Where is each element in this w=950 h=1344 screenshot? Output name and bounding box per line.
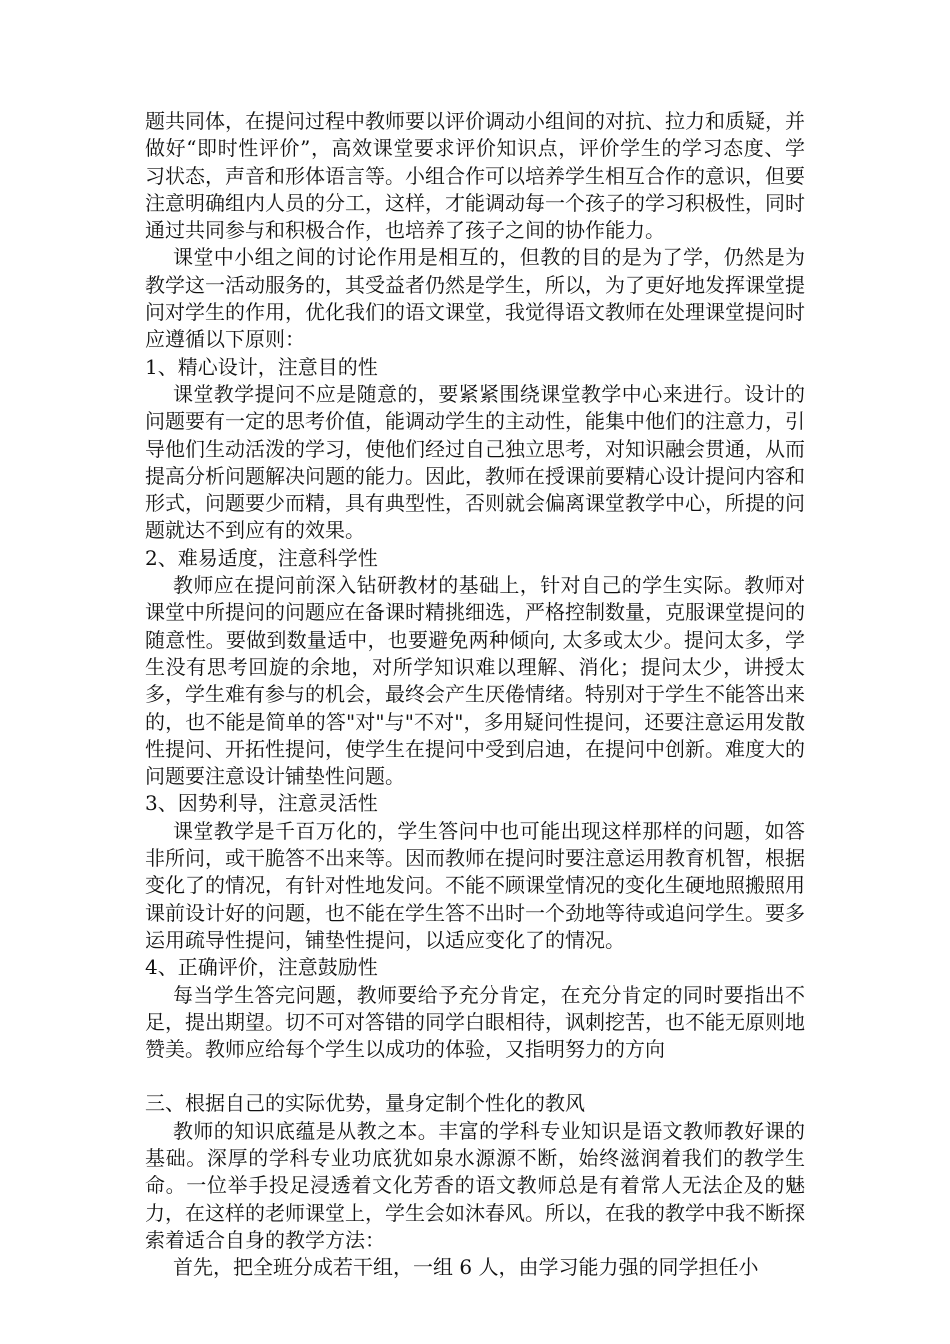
section-heading-2: 2、难易适度，注意科学性 xyxy=(145,545,378,570)
paragraph-5: 课堂教学是千百万化的，学生答问中也可能出现这样那样的问题，如答非所问，或干脆答不出来等。因而教师在提问时要注意运用教育机智，根据变化了的情况，有针对性地发问。不能不顾课堂情况的变化生硬地照搬照用课前设计好的问题，也不能在学生答不出时一个劲地等待或追问学生。要多运用疏导性提问，铺垫性提问，以适应变化了的情况。 xyxy=(145,818,805,952)
paragraph-3: 课堂教学提问不应是随意的，要紧紧围绕课堂教学中心来进行。设计的问题要有一定的思考价值，能调动学生的主动性，能集中他们的注意力，引导他们生动活泼的学习，使他们经过自己独立思考，对知识融会贯通，从而提高分析问题解决问题的能力。因此，教师在授课前要精心设计提问内容和形式，问题要少而精，具有典型性，否则就会偏离课堂教学中心，所提的问题就达不到应有的效果。 xyxy=(145,381,805,543)
section-heading-1: 1、精心设计，注意目的性 xyxy=(145,354,378,379)
paragraph-8: 首先，把全班分成若干组，一组 6 人，由学习能力强的同学担任小 xyxy=(173,1255,759,1280)
document-body xyxy=(145,108,805,1281)
section-heading-3: 3、因势利导，注意灵活性 xyxy=(145,791,378,816)
paragraph-4: 教师应在提问前深入钻研教材的基础上，针对自己的学生实际。教师对课堂中所提问的问题应在备课时精挑细选，严格控制数量，克服课堂提问的随意性。要做到数量适中，也要避免两种倾向, 太多或太少。提问太多，学生没有思考回旋的余地，对所学知识难以理解、消化；提问太少，讲授太多，学生难有参与的机会，最终会产生厌倦情绪。特别对于学生不能答出来的，也不能是简单的答"对"与"不对"，多用疑问性提问，还要注意运用发散性提问、开拓性提问，使学生在提问中受到启迪，在提问中创新。难度大的问题要注意设计铺垫性问题。 xyxy=(145,573,805,789)
chapter-heading: 三、根据自己的实际优势，量身定制个性化的教风 xyxy=(145,1091,585,1116)
paragraph-2: 课堂中小组之间的讨论作用是相互的，但教的目的是为了学，仍然是为教学这一活动服务的，其受益者仍然是学生，所以，为了更好地发挥课堂提问对学生的作用，优化我们的语文课堂，我觉得语文教师在处理课堂提问时应遵循以下原则： xyxy=(145,245,805,352)
paragraph-1: 题共同体，在提问过程中教师要以评价调动小组间的对抗、拉力和质疑，并做好“即时性评价”，高效课堂要求评价知识点，评价学生的学习态度、学习状态，声音和形体语言等。小组合作可以培养学生相互合作的意识，但要注意明确组内人员的分工，这样，才能调动每一个孩子的学习积极性，同时通过共同参与和积极合作，也培养了孩子之间的协作能力。 xyxy=(145,109,805,243)
paragraph-7: 教师的知识底蕴是从教之本。丰富的学科专业知识是语文教师教好课的基础。深厚的学科专业功底犹如泉水源源不断，始终滋润着我们的教学生命。一位举手投足浸透着文化芳香的语文教师总是有着常人无法企及的魅力，在这样的老师课堂上，学生会如沐春风。所以，在我的教学中我不断探索着适合自身的教学方法： xyxy=(145,1118,805,1252)
paragraph-6: 每当学生答完问题，教师要给予充分肯定，在充分肯定的同时要指出不足，提出期望。切不可对答错的同学白眼相待，讽刺挖苦，也不能无原则地赞美。教师应给每个学生以成功的体验，又指明努力的方向 xyxy=(145,982,805,1062)
section-heading-4: 4、正确评价，注意鼓励性 xyxy=(145,955,378,980)
blank-line xyxy=(145,1063,805,1090)
